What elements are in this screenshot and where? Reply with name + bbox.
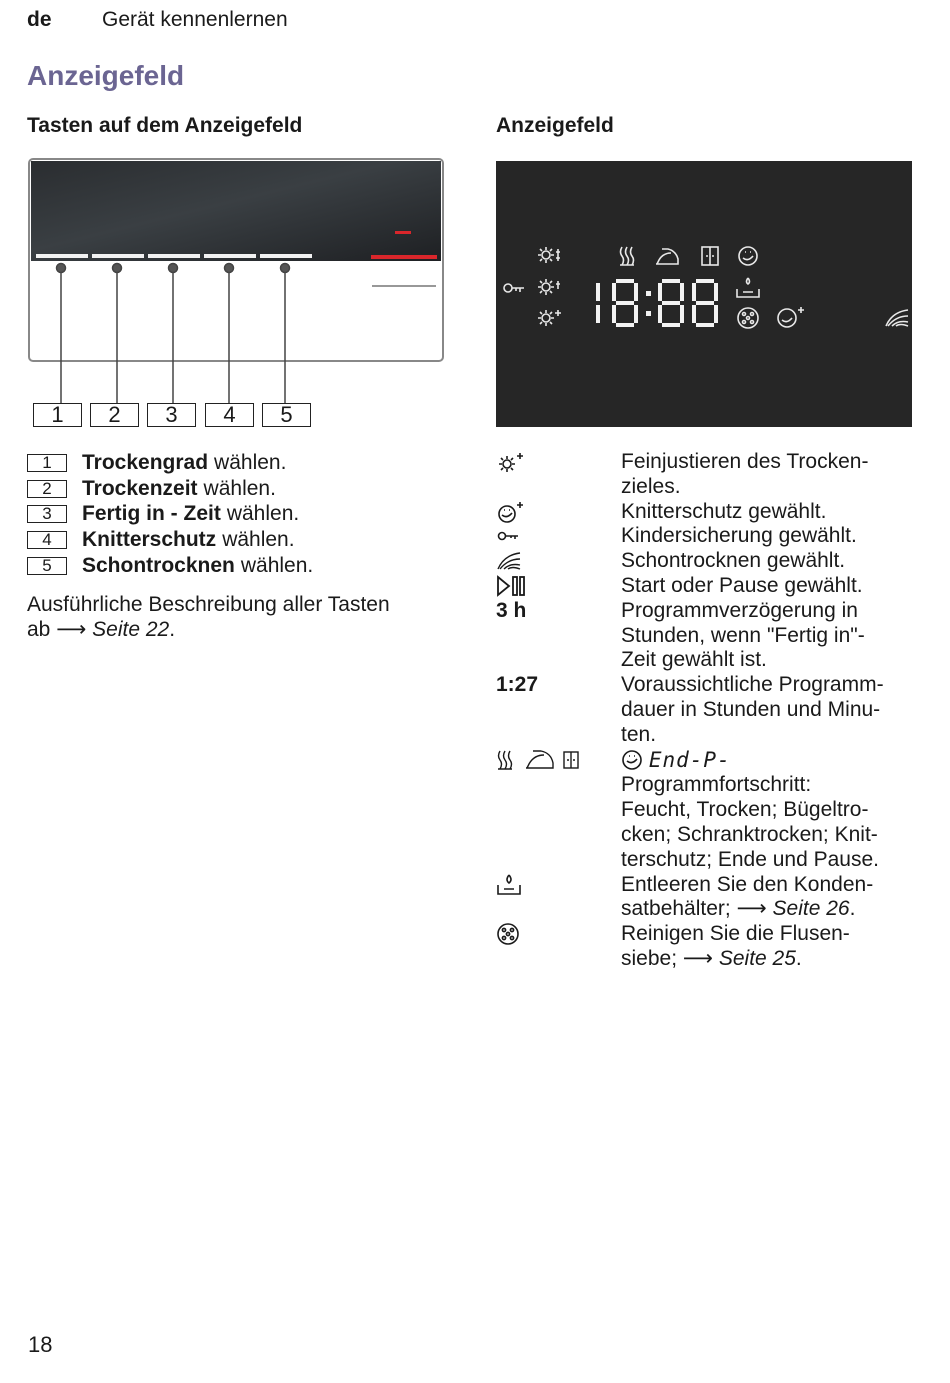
right-subtitle: Anzeigefeld bbox=[496, 114, 614, 137]
sun-plus-icon bbox=[496, 450, 621, 500]
key-description bbox=[27, 593, 457, 642]
callout-1: 1 bbox=[33, 403, 82, 427]
legend-text: Entleeren Sie den Konden- bbox=[621, 872, 874, 896]
key-action: wählen. bbox=[222, 528, 295, 552]
arrow-icon: ⟶ bbox=[736, 897, 767, 921]
page-number: 18 bbox=[28, 1332, 53, 1357]
water-tank-icon bbox=[496, 873, 621, 923]
legend-symbol: 3 h bbox=[496, 598, 527, 622]
header-language: de bbox=[27, 8, 52, 31]
start-pause-icon bbox=[496, 574, 621, 599]
lint-filter-icon bbox=[496, 922, 621, 972]
legend-row bbox=[496, 673, 926, 747]
legend-row bbox=[496, 549, 926, 574]
callout-2: 2 bbox=[90, 403, 139, 427]
key-number: 1 bbox=[27, 454, 67, 472]
key-name: Knitterschutz bbox=[82, 528, 217, 552]
cupboard-icon bbox=[564, 752, 578, 768]
legend-text: satbehälter; bbox=[621, 897, 731, 921]
key-number: 2 bbox=[27, 480, 67, 498]
page-reference-link[interactable]: Seite 25 bbox=[718, 946, 796, 970]
key-action: wählen. bbox=[214, 450, 287, 474]
segment-text: End-P- bbox=[648, 747, 731, 772]
page-reference-link[interactable]: Seite 22 bbox=[92, 617, 170, 641]
key-list bbox=[27, 450, 467, 579]
legend-row bbox=[496, 599, 926, 673]
crease-guard-icon bbox=[621, 749, 643, 771]
legend-text: zieles. bbox=[621, 474, 681, 498]
key-number: 3 bbox=[27, 505, 67, 523]
legend-text: terschutz; Ende und Pause. bbox=[621, 847, 879, 871]
legend-text: cken; Schranktrocken; Knit- bbox=[621, 822, 878, 846]
key-action: wählen. bbox=[240, 554, 314, 578]
section-title: Anzeigefeld bbox=[27, 60, 185, 91]
legend-row bbox=[496, 873, 926, 923]
legend-row bbox=[496, 524, 926, 549]
legend-text: Schontrocknen gewählt. bbox=[621, 549, 846, 573]
callout-numbers bbox=[28, 403, 328, 429]
legend-text: Knitterschutz gewählt. bbox=[621, 499, 827, 523]
key-item bbox=[27, 502, 467, 528]
key-item bbox=[27, 450, 467, 476]
description-suffix: . bbox=[169, 617, 176, 641]
legend-text: Stunden, wenn "Fertig in"- bbox=[621, 623, 865, 647]
legend-text: dauer in Stunden und Minu- bbox=[621, 697, 881, 721]
callout-3: 3 bbox=[147, 403, 196, 427]
iron-icon bbox=[526, 751, 553, 768]
legend-row bbox=[496, 450, 926, 500]
legend-suffix: . bbox=[795, 946, 802, 970]
legend-text: Programmfortschritt: bbox=[621, 773, 812, 797]
key-name: Schontrocknen bbox=[82, 554, 235, 578]
steam-icon bbox=[498, 751, 512, 769]
control-panel-illustration bbox=[28, 158, 444, 362]
key-icon bbox=[496, 524, 621, 549]
description-line-1: Ausführliche Beschreibung aller Tasten bbox=[27, 593, 390, 616]
legend-text: Reinigen Sie die Flusen- bbox=[621, 922, 850, 946]
legend-text: Voraussichtliche Programm- bbox=[621, 673, 884, 697]
display-illustration bbox=[496, 161, 912, 427]
legend-row bbox=[496, 922, 926, 972]
key-action: wählen. bbox=[203, 476, 276, 500]
crease-guard-plus-icon bbox=[496, 500, 621, 525]
legend-row bbox=[496, 500, 926, 525]
callout-4: 4 bbox=[205, 403, 254, 427]
display-legend bbox=[496, 450, 926, 972]
header-chapter: Gerät kennenlernen bbox=[102, 8, 288, 31]
key-name: Trockengrad bbox=[82, 450, 209, 474]
arrow-icon: ⟶ bbox=[56, 617, 87, 641]
key-number: 5 bbox=[27, 557, 67, 575]
arrow-icon: ⟶ bbox=[682, 946, 713, 970]
key-name: Trockenzeit bbox=[82, 476, 198, 500]
legend-text: ten. bbox=[621, 722, 657, 746]
key-item bbox=[27, 553, 467, 579]
page-reference-link[interactable]: Seite 26 bbox=[772, 897, 850, 921]
legend-text: siebe; bbox=[621, 946, 678, 970]
left-subtitle: Tasten auf dem Anzeigefeld bbox=[27, 114, 303, 137]
progress-icons bbox=[496, 748, 621, 873]
legend-row bbox=[496, 574, 926, 599]
legend-text: Programmverzögerung in bbox=[621, 598, 858, 622]
legend-suffix: . bbox=[849, 897, 856, 921]
callout-leader-lines bbox=[28, 362, 328, 404]
description-prefix: ab bbox=[27, 617, 51, 641]
key-number: 4 bbox=[27, 531, 67, 549]
key-action: wählen. bbox=[226, 502, 300, 526]
callout-5: 5 bbox=[262, 403, 311, 427]
legend-row bbox=[496, 748, 926, 873]
legend-text: Feucht, Trocken; Bügeltro- bbox=[621, 798, 869, 822]
legend-text: Feinjustieren des Trocken- bbox=[621, 450, 869, 473]
legend-symbol: 1:27 bbox=[496, 673, 539, 697]
key-item bbox=[27, 476, 467, 502]
legend-text: Kindersicherung gewählt. bbox=[621, 524, 857, 548]
legend-text: Start oder Pause gewählt. bbox=[621, 573, 863, 597]
key-item bbox=[27, 527, 467, 553]
legend-text: Zeit gewählt ist. bbox=[621, 648, 767, 672]
gentle-dry-icon bbox=[496, 549, 621, 574]
key-name: Fertig in - Zeit bbox=[82, 502, 221, 526]
